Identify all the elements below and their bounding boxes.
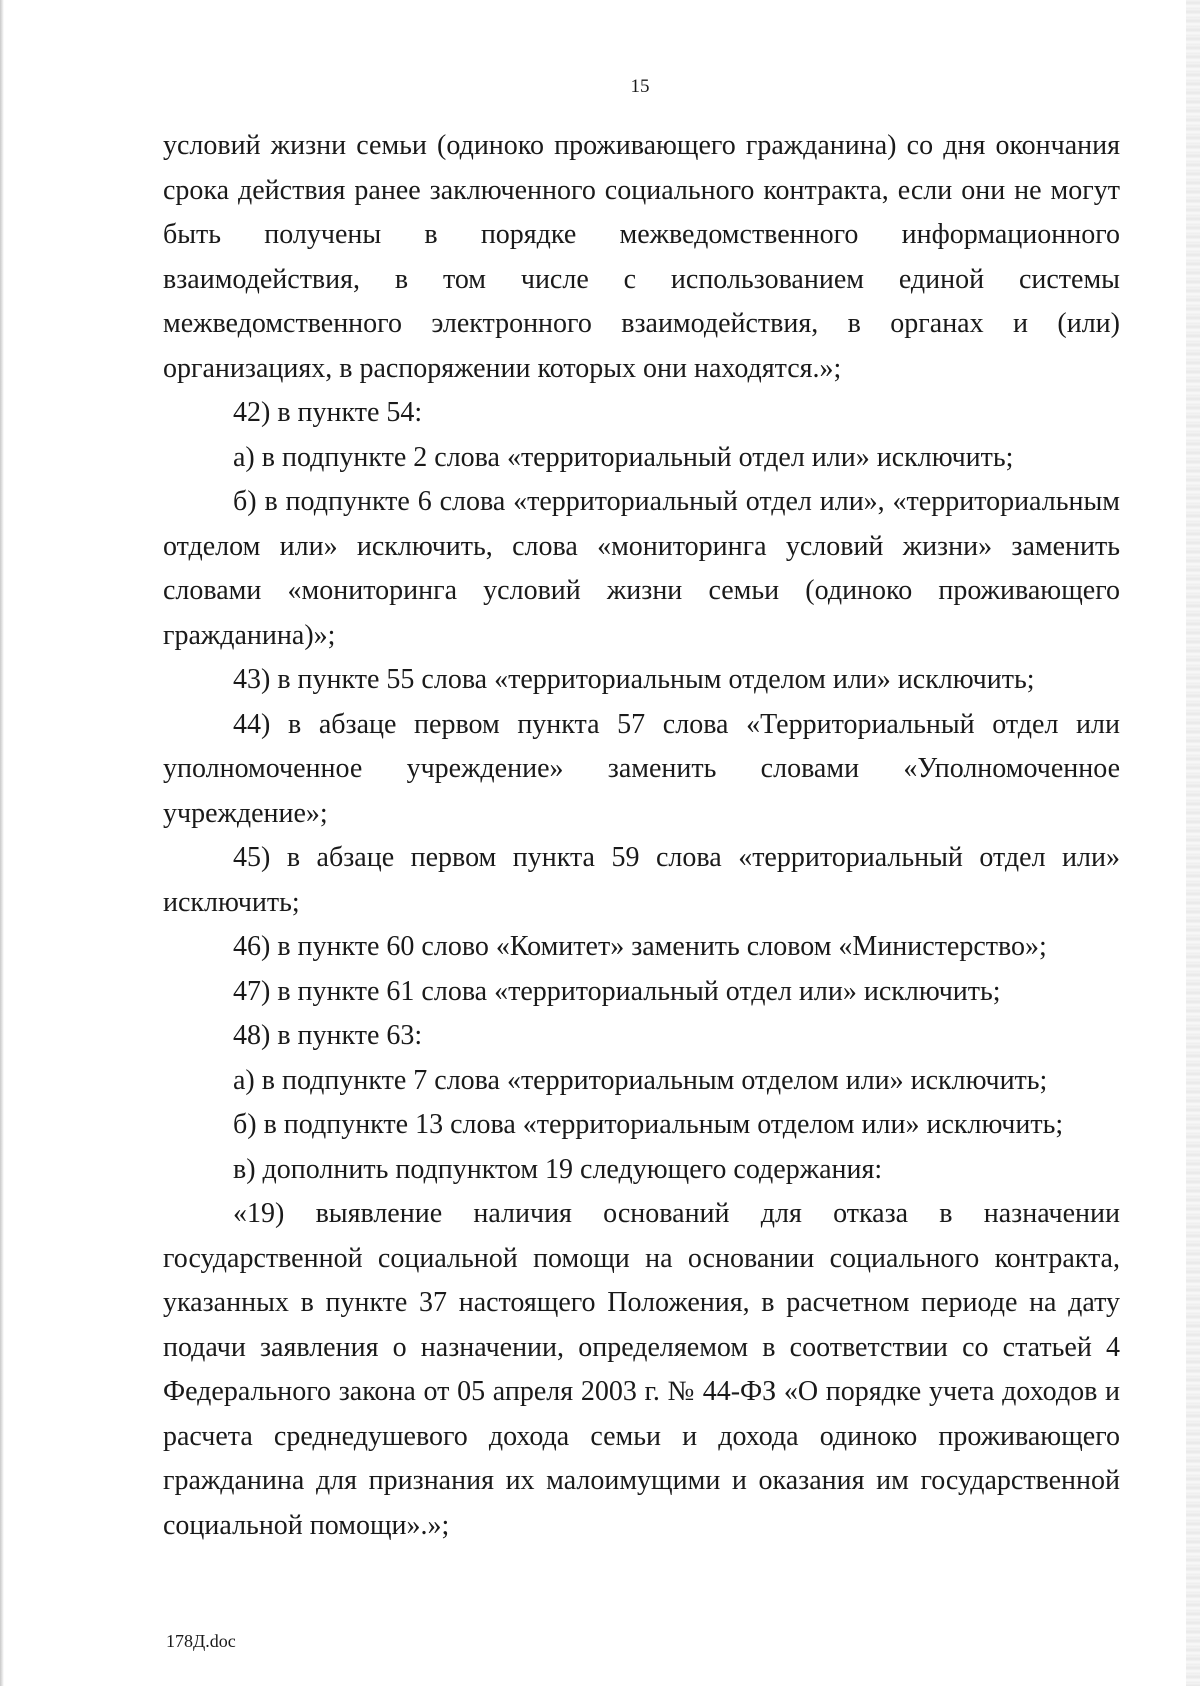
paragraph-item-47: 47) в пункте 61 слова «территориальный отдел или» исключить; — [233, 975, 1001, 1007]
paragraph-item-48: 48) в пункте 63: — [233, 1020, 423, 1051]
paragraph-item-48b: б) в подпункте 13 слова «территориальным отделом или» исключить; — [233, 1109, 1064, 1140]
footer-filename: 178Д.doc — [166, 1631, 236, 1651]
page-number: 15 — [630, 76, 650, 97]
paragraph-item-42a: а) в подпункте 2 слова «территориальный отдел или» исключить; — [233, 441, 1014, 473]
paragraph-item-44: 44) в абзаце первом пункта 57 слова «Территориальный отдел или уполномоченное учреждение» заменить словами «Уполномоченное учреждение»; — [163, 708, 1120, 829]
paragraph-item-42b: б) в подпункте 6 слова «территориальный отдел или», «территориальным отделом или» исключить, слова «мониторинга условий жизни» заменить словами «мониторинга условий жизни семьи (одиноко проживающего гражданина)»; — [163, 486, 1120, 651]
paragraph-item-48a: а) в подпункте 7 слова «территориальным отделом или» исключить; — [233, 1064, 1048, 1096]
scan-edge-right — [1186, 0, 1200, 1686]
document-body — [163, 124, 1120, 1548]
paragraph-item-43: 43) в пункте 55 слова «территориальным отделом или» исключить; — [233, 664, 1035, 695]
paragraph-item-19-quote: «19) выявление наличия оснований для отказа в назначении государственной социальной помощи на основании социального контракта, указанных в пункте 37 настоящего Положения, в расчетном периоде на дату подачи заявления о назначении, определяемом в соответствии со статьей 4 Федерального закона от 05 апреля 2003 г. № 44-ФЗ «О порядке учета доходов и расчета среднедушевого дохода семьи и дохода одиноко проживающего гражданина для признания их малоимущими и оказания им государственной социальной помощи».»; — [163, 1198, 1120, 1541]
paragraph-item-45: 45) в абзаце первом пункта 59 слова «территориальный отдел или» исключить; — [163, 842, 1120, 918]
paragraph-item-48v: в) дополнить подпунктом 19 следующего содержания: — [233, 1153, 883, 1185]
paragraph-item-46: 46) в пункте 60 слово «Комитет» заменить словом «Министерство»; — [233, 931, 1047, 962]
paragraph-item-42: 42) в пункте 54: — [233, 397, 423, 428]
scan-edge-left — [0, 0, 4, 1686]
paragraph-continuation: условий жизни семьи (одиноко проживающего гражданина) со дня окончания срока действия ранее заключенного социального контракта, если они не могут быть получены в порядке межведомственного информационного взаимодействия, в том числе с использованием единой системы межведомственного электронного взаимодействия, в органах и (или) организациях, в распоряжении которых они находятся.»; — [163, 130, 1120, 384]
